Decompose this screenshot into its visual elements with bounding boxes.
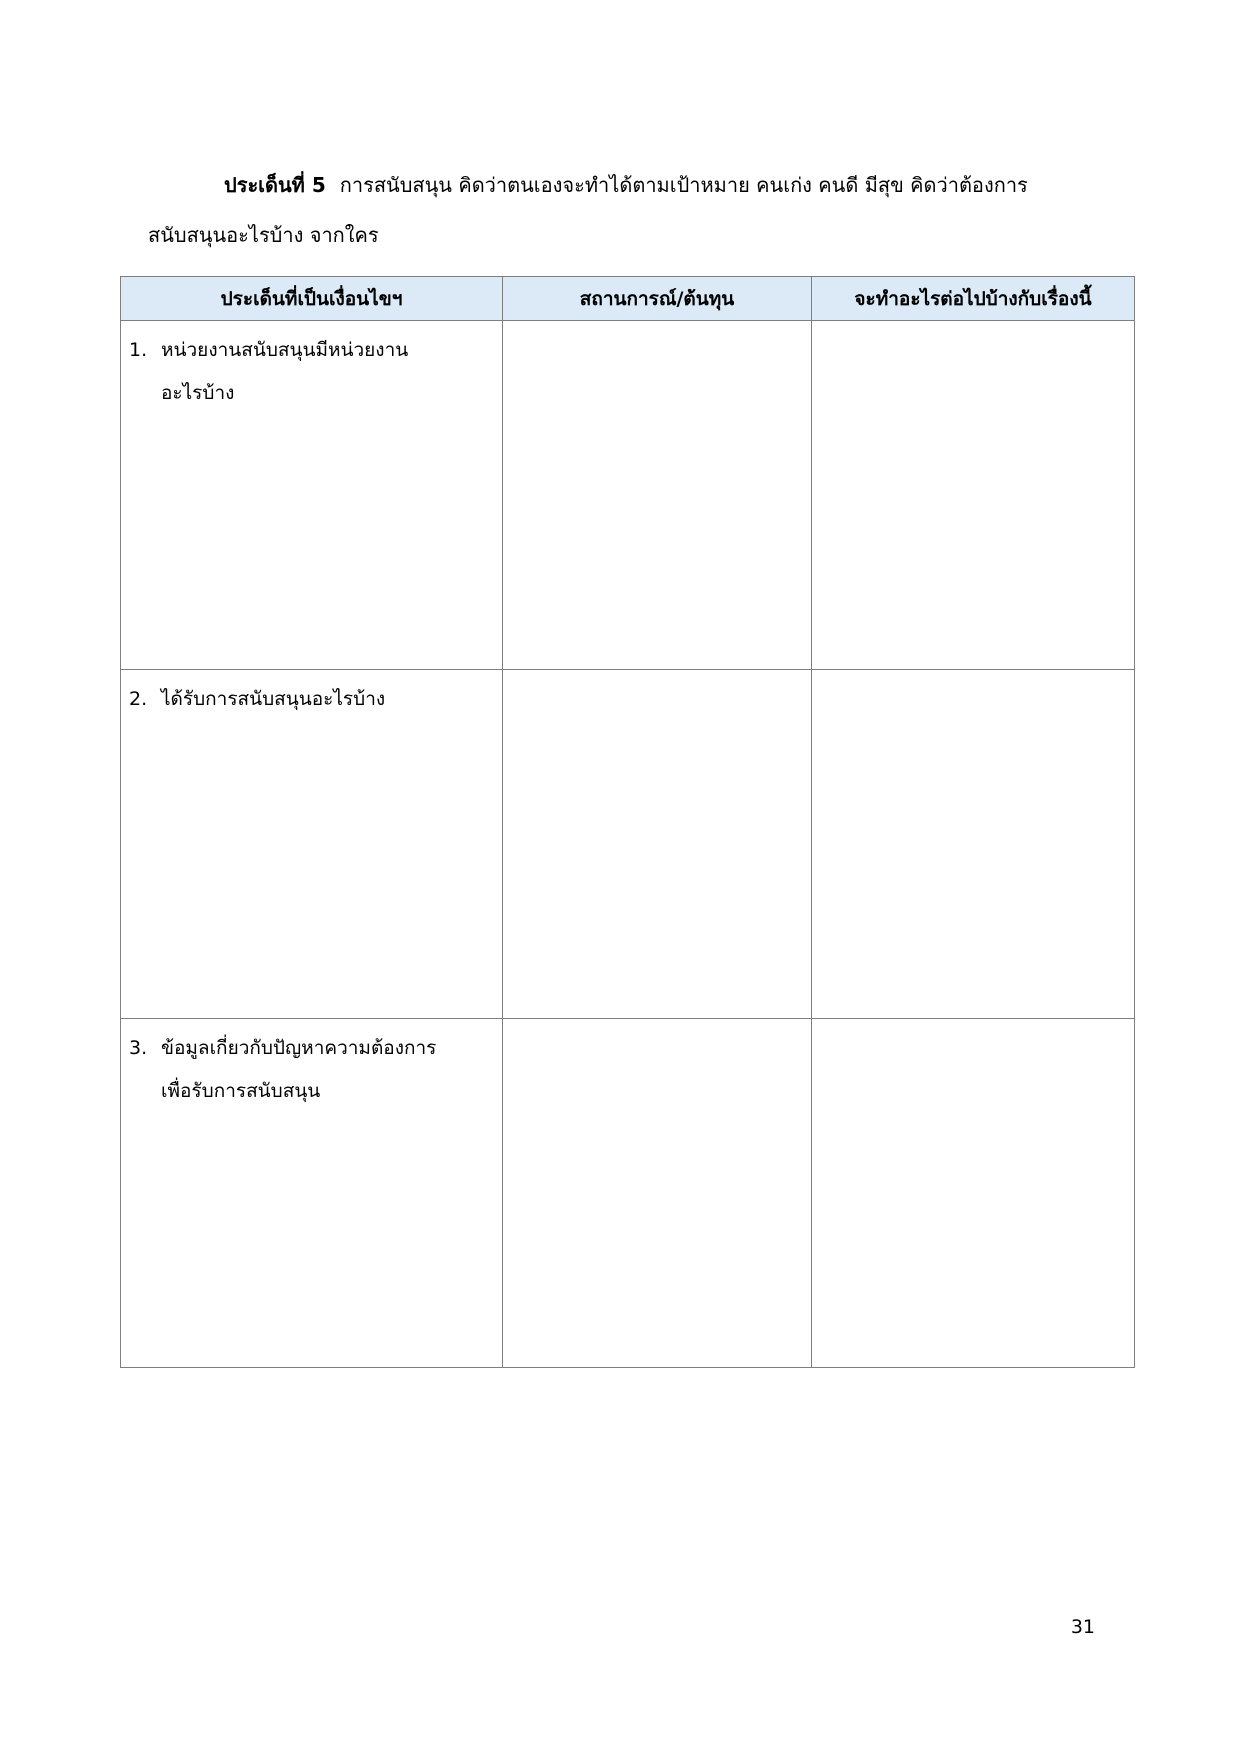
header-situation: สถานการณ์/ต้นทุน bbox=[503, 277, 812, 321]
intro-paragraph bbox=[148, 160, 1093, 260]
situation-cell[interactable] bbox=[503, 1019, 812, 1368]
action-cell[interactable] bbox=[812, 321, 1135, 670]
item-number: 1. bbox=[129, 339, 148, 361]
item-text-line: ได้รับการสนับสนุนอะไรบ้าง bbox=[161, 688, 386, 710]
table-row bbox=[121, 1019, 1135, 1368]
issue-cell bbox=[121, 1019, 503, 1368]
page-number: 31 bbox=[1070, 1616, 1095, 1638]
item-text-line: หน่วยงานสนับสนุนมีหน่วยงาน bbox=[161, 339, 409, 361]
table-header-row bbox=[121, 277, 1135, 321]
header-action: จะทำอะไรต่อไปบ้างกับเรื่องนี้ bbox=[812, 277, 1135, 321]
header-issue: ประเด็นที่เป็นเงื่อนไขฯ bbox=[121, 277, 503, 321]
intro-text-line-2: สนับสนุนอะไรบ้าง จากใคร bbox=[148, 223, 379, 247]
action-cell[interactable] bbox=[812, 1019, 1135, 1368]
item-text-line: ข้อมูลเกี่ยวกับปัญหาความต้องการ bbox=[161, 1037, 437, 1059]
issue-cell bbox=[121, 670, 503, 1019]
issue-label: ประเด็นที่ 5 bbox=[224, 173, 326, 197]
item-text-line: อะไรบ้าง bbox=[161, 382, 235, 404]
situation-cell[interactable] bbox=[503, 670, 812, 1019]
item-text bbox=[161, 1027, 496, 1113]
table-row bbox=[121, 670, 1135, 1019]
item-text bbox=[161, 329, 496, 415]
item-text bbox=[161, 678, 496, 721]
issues-table bbox=[120, 276, 1135, 1368]
intro-line-2 bbox=[148, 210, 1093, 260]
item-number: 3. bbox=[129, 1037, 148, 1059]
item-text-line: เพื่อรับการสนับสนุน bbox=[161, 1080, 321, 1102]
item-number: 2. bbox=[129, 688, 148, 710]
issue-cell bbox=[121, 321, 503, 670]
situation-cell[interactable] bbox=[503, 321, 812, 670]
list-item bbox=[121, 1019, 502, 1113]
list-item bbox=[121, 321, 502, 415]
table-row bbox=[121, 321, 1135, 670]
list-item bbox=[121, 670, 502, 721]
action-cell[interactable] bbox=[812, 670, 1135, 1019]
intro-line-1 bbox=[148, 160, 1093, 210]
intro-text-line-1: การสนับสนุน คิดว่าตนเองจะทำได้ตามเป้าหมาย คนเก่ง คนดี มีสุข คิดว่าต้องการ bbox=[339, 173, 1028, 197]
